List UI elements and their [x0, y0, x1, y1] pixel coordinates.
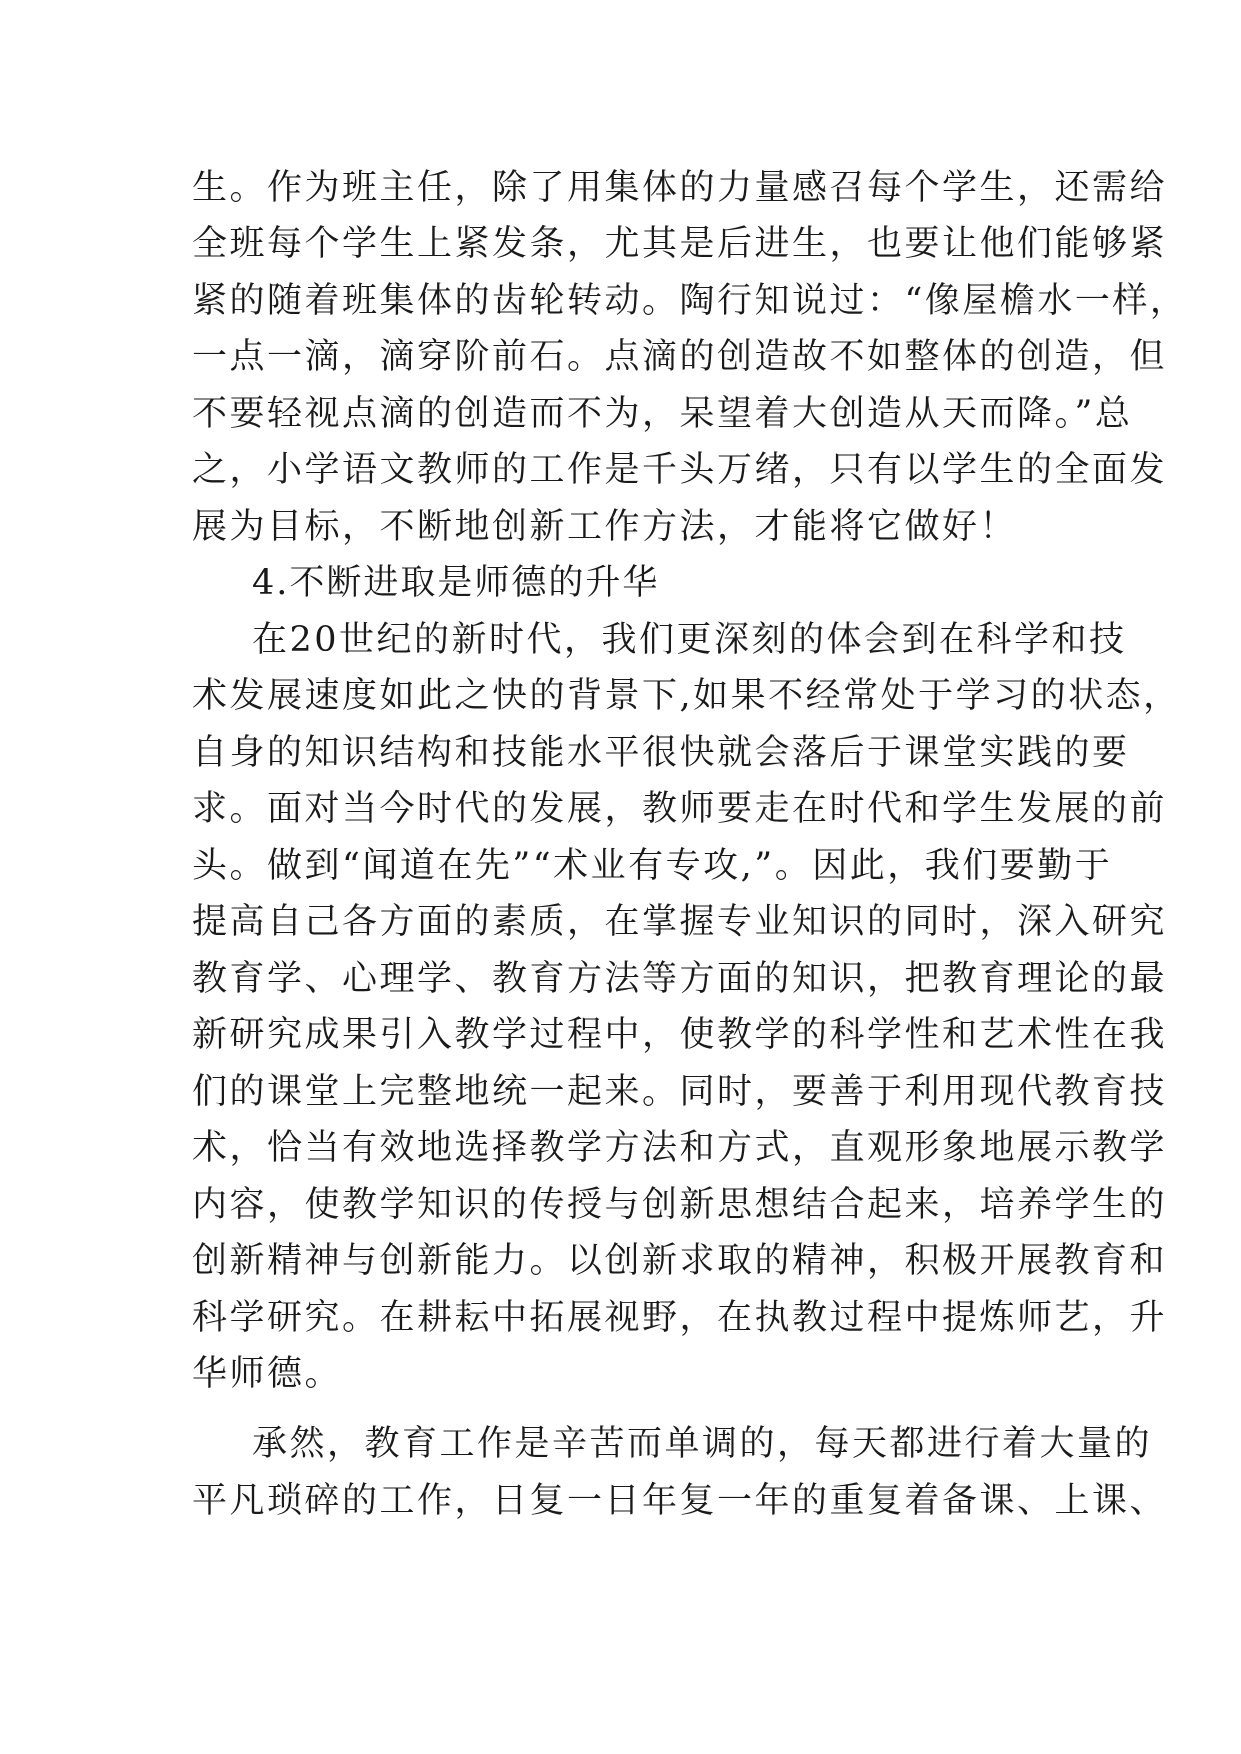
- paragraph-line: 全班每个学生上紧发条，尤其是后进生，也要让他们能够紧: [192, 224, 1168, 264]
- paragraph-line: 展为目标，不断地创新工作方法，才能将它做好！: [192, 507, 1018, 547]
- paragraph-line: 术，恰当有效地选择教学方法和方式，直观形象地展示教学: [192, 1128, 1168, 1168]
- paragraph-line: 承然，教育工作是辛苦而单调的，每天都进行着大量的: [252, 1424, 1153, 1464]
- paragraph-line: 们的课堂上完整地统一起来。同时，要善于利用现代教育技: [192, 1072, 1168, 1112]
- paragraph-line: 华师德。: [192, 1354, 343, 1394]
- paragraph-line: 科学研究。在耕耘中拓展视野，在执教过程中提炼师艺，升: [192, 1298, 1168, 1338]
- paragraph-line: 头。做到“闻道在先”“术业有专攻,”。因此，我们要勤于: [192, 846, 1113, 886]
- paragraph-line: 创新精神与创新能力。以创新求取的精神，积极开展教育和: [192, 1241, 1168, 1281]
- paragraph-line: 求。面对当今时代的发展，教师要走在时代和学生发展的前: [192, 789, 1168, 829]
- paragraph-line: 新研究成果引入教学过程中，使教学的科学性和艺术性在我: [192, 1015, 1168, 1055]
- paragraph-line: 提高自己各方面的素质，在掌握专业知识的同时，深入研究: [192, 902, 1168, 942]
- paragraph-line: 紧的随着班集体的齿轮转动。陶行知说过：“像屋檐水一样，: [192, 281, 1188, 321]
- paragraph-line: 平凡琐碎的工作，日复一日年复一年的重复着备课、上课、: [192, 1481, 1168, 1521]
- paragraph-line: 之，小学语文教师的工作是千头万绪，只有以学生的全面发: [192, 450, 1168, 490]
- paragraph-line: 在20世纪的新时代，我们更深刻的体会到在科学和技: [252, 620, 1127, 660]
- paragraph-line: 一点一滴，滴穿阶前石。点滴的创造故不如整体的创造，但: [192, 337, 1168, 377]
- section-heading: 4.不断进取是师德的升华: [252, 563, 660, 603]
- paragraph-line: 自身的知识结构和技能水平很快就会落后于课堂实践的要: [192, 733, 1130, 773]
- paragraph-line: 内容，使教学知识的传授与创新思想结合起来，培养学生的: [192, 1185, 1168, 1225]
- paragraph-line: 术发展速度如此之快的背景下,如果不经常处于学习的状态，: [192, 676, 1181, 716]
- paragraph-line: 生。作为班主任，除了用集体的力量感召每个学生，还需给: [192, 168, 1168, 208]
- paragraph-line: 不要轻视点滴的创造而不为，呆望着大创造从天而降。”总: [192, 394, 1133, 434]
- paragraph-line: 教育学、心理学、教育方法等方面的知识，把教育理论的最: [192, 959, 1168, 999]
